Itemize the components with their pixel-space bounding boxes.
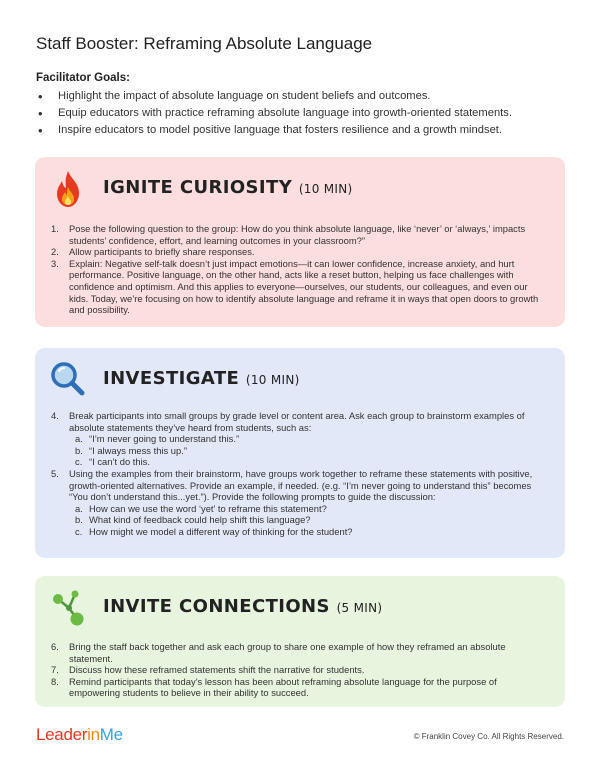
section-time: (5 MIN) [336,601,383,615]
sub-text: What kind of feedback could help shift this language? [89,514,311,526]
sub-letter: c. [75,525,83,537]
sub-list [75,433,549,468]
step-text: Remind participants that today’s lesson has been about reframing absolute language for the purpose of empowering students to believe in their ability to succeed. [69,675,497,699]
sub-item [75,526,549,538]
step-number: 2. [51,246,59,258]
connect-steps [51,641,549,699]
goal-item: • Equip educators with practice reframing absolute language into growth-oriented statements. [36,105,576,122]
step-item [51,223,549,246]
step-number: 7. [51,664,59,676]
step-text: Discuss how these reframed statements shift the narrative for students. [69,664,365,676]
magnifying-glass-icon [49,360,87,400]
step-item [51,641,549,664]
logo-leader: Leader [36,725,88,744]
sub-item [75,445,549,457]
section-time: (10 MIN) [245,373,300,387]
sub-text: “I always mess this up.” [89,444,187,456]
investigate-card [35,348,565,558]
sub-letter: c. [75,456,83,468]
section-title: INVITE CONNECTIONS [103,596,330,617]
sub-text: How can we use the word ‘yet’ to reframe this statement? [89,502,327,514]
ignite-curiosity-heading [103,177,353,198]
flame-icon [49,169,87,209]
page-title: Staff Booster: Reframing Absolute Language [36,34,373,53]
sub-letter: a. [75,502,83,514]
step-number: 6. [51,641,59,652]
investigate-steps [51,410,549,538]
sub-item [75,433,549,445]
sub-item [75,514,549,526]
network-nodes-icon [49,588,87,628]
step-text: Using the examples from their brainstorm, have groups work together to reframe these statements with positive, growth-oriented alternatives. Provide an example, if needed. (e.g. “I’m never going to understand this” becomes “You don’t understand this...yet.”). Provide the following prompts to guide the discussion: [69,467,533,503]
step-item [51,468,549,538]
sub-list [75,503,549,538]
step-number: 3. [51,257,59,269]
goal-item: • Highlight the impact of absolute language on student beliefs and outcomes. [36,88,576,105]
leader-in-me-logo [36,725,123,745]
sub-item [75,456,549,468]
step-text: Break participants into small groups by grade level or content area. Ask each group to brainstorm examples of absolute statements they’ve heard from students, such as: [69,410,525,433]
logo-me: Me [99,725,123,744]
step-item [51,246,549,258]
step-number: 1. [51,223,59,234]
sub-item [75,503,549,515]
copyright-notice: © Franklin Covey Co. All Rights Reserved. [413,732,564,741]
sub-letter: a. [75,433,83,445]
goal-item: • Inspire educators to model positive language that fosters resilience and a growth mindset. [36,122,576,139]
invite-connections-card [35,576,565,707]
invite-connections-heading [103,596,382,617]
section-title: IGNITE CURIOSITY [103,177,293,198]
ignite-steps [51,223,549,316]
goals-list [36,88,576,139]
step-item [51,664,549,676]
sub-letter: b. [75,514,83,526]
sub-letter: b. [75,444,83,456]
step-text: Explain: Negative self-talk doesn’t just impact emotions—it can lower confidence, increase anxiety, and hurt performance. Positive language, on the other hand, acts like a reset button, helping us face challenges with confidence and optimism. And this applies to everyone—ourselves, our students, our colleagues, and even our kids. Today, we’re focusing on how to identify absolute language and reframe it in ways that open doors to growth and possibility. [69,257,539,316]
step-item [51,258,549,316]
step-number: 4. [51,410,59,421]
sub-text: “I can’t do this. [89,456,150,468]
step-item [51,410,549,468]
goals-heading: Facilitator Goals: [36,72,130,84]
step-number: 5. [51,467,59,479]
step-number: 8. [51,675,59,687]
section-time: (10 MIN) [298,182,353,196]
sub-text: “I’m never going to understand this.” [89,433,240,445]
step-text: Bring the staff back together and ask each group to share one example of how they reframed an absolute statement. [69,641,506,664]
step-item [51,676,549,699]
section-title: INVESTIGATE [103,368,240,389]
investigate-heading [103,368,300,389]
step-text: Pose the following question to the group: How do you think absolute language, like ‘never’ or ‘always,’ impacts students’ confidence, effort, and learning outcomes in your classroom?” [69,223,526,246]
sub-text: How might we model a different way of thinking for the student? [89,525,353,537]
step-text: Allow participants to briefly share responses. [69,246,255,258]
ignite-curiosity-card [35,157,565,327]
logo-in: in [87,725,100,744]
